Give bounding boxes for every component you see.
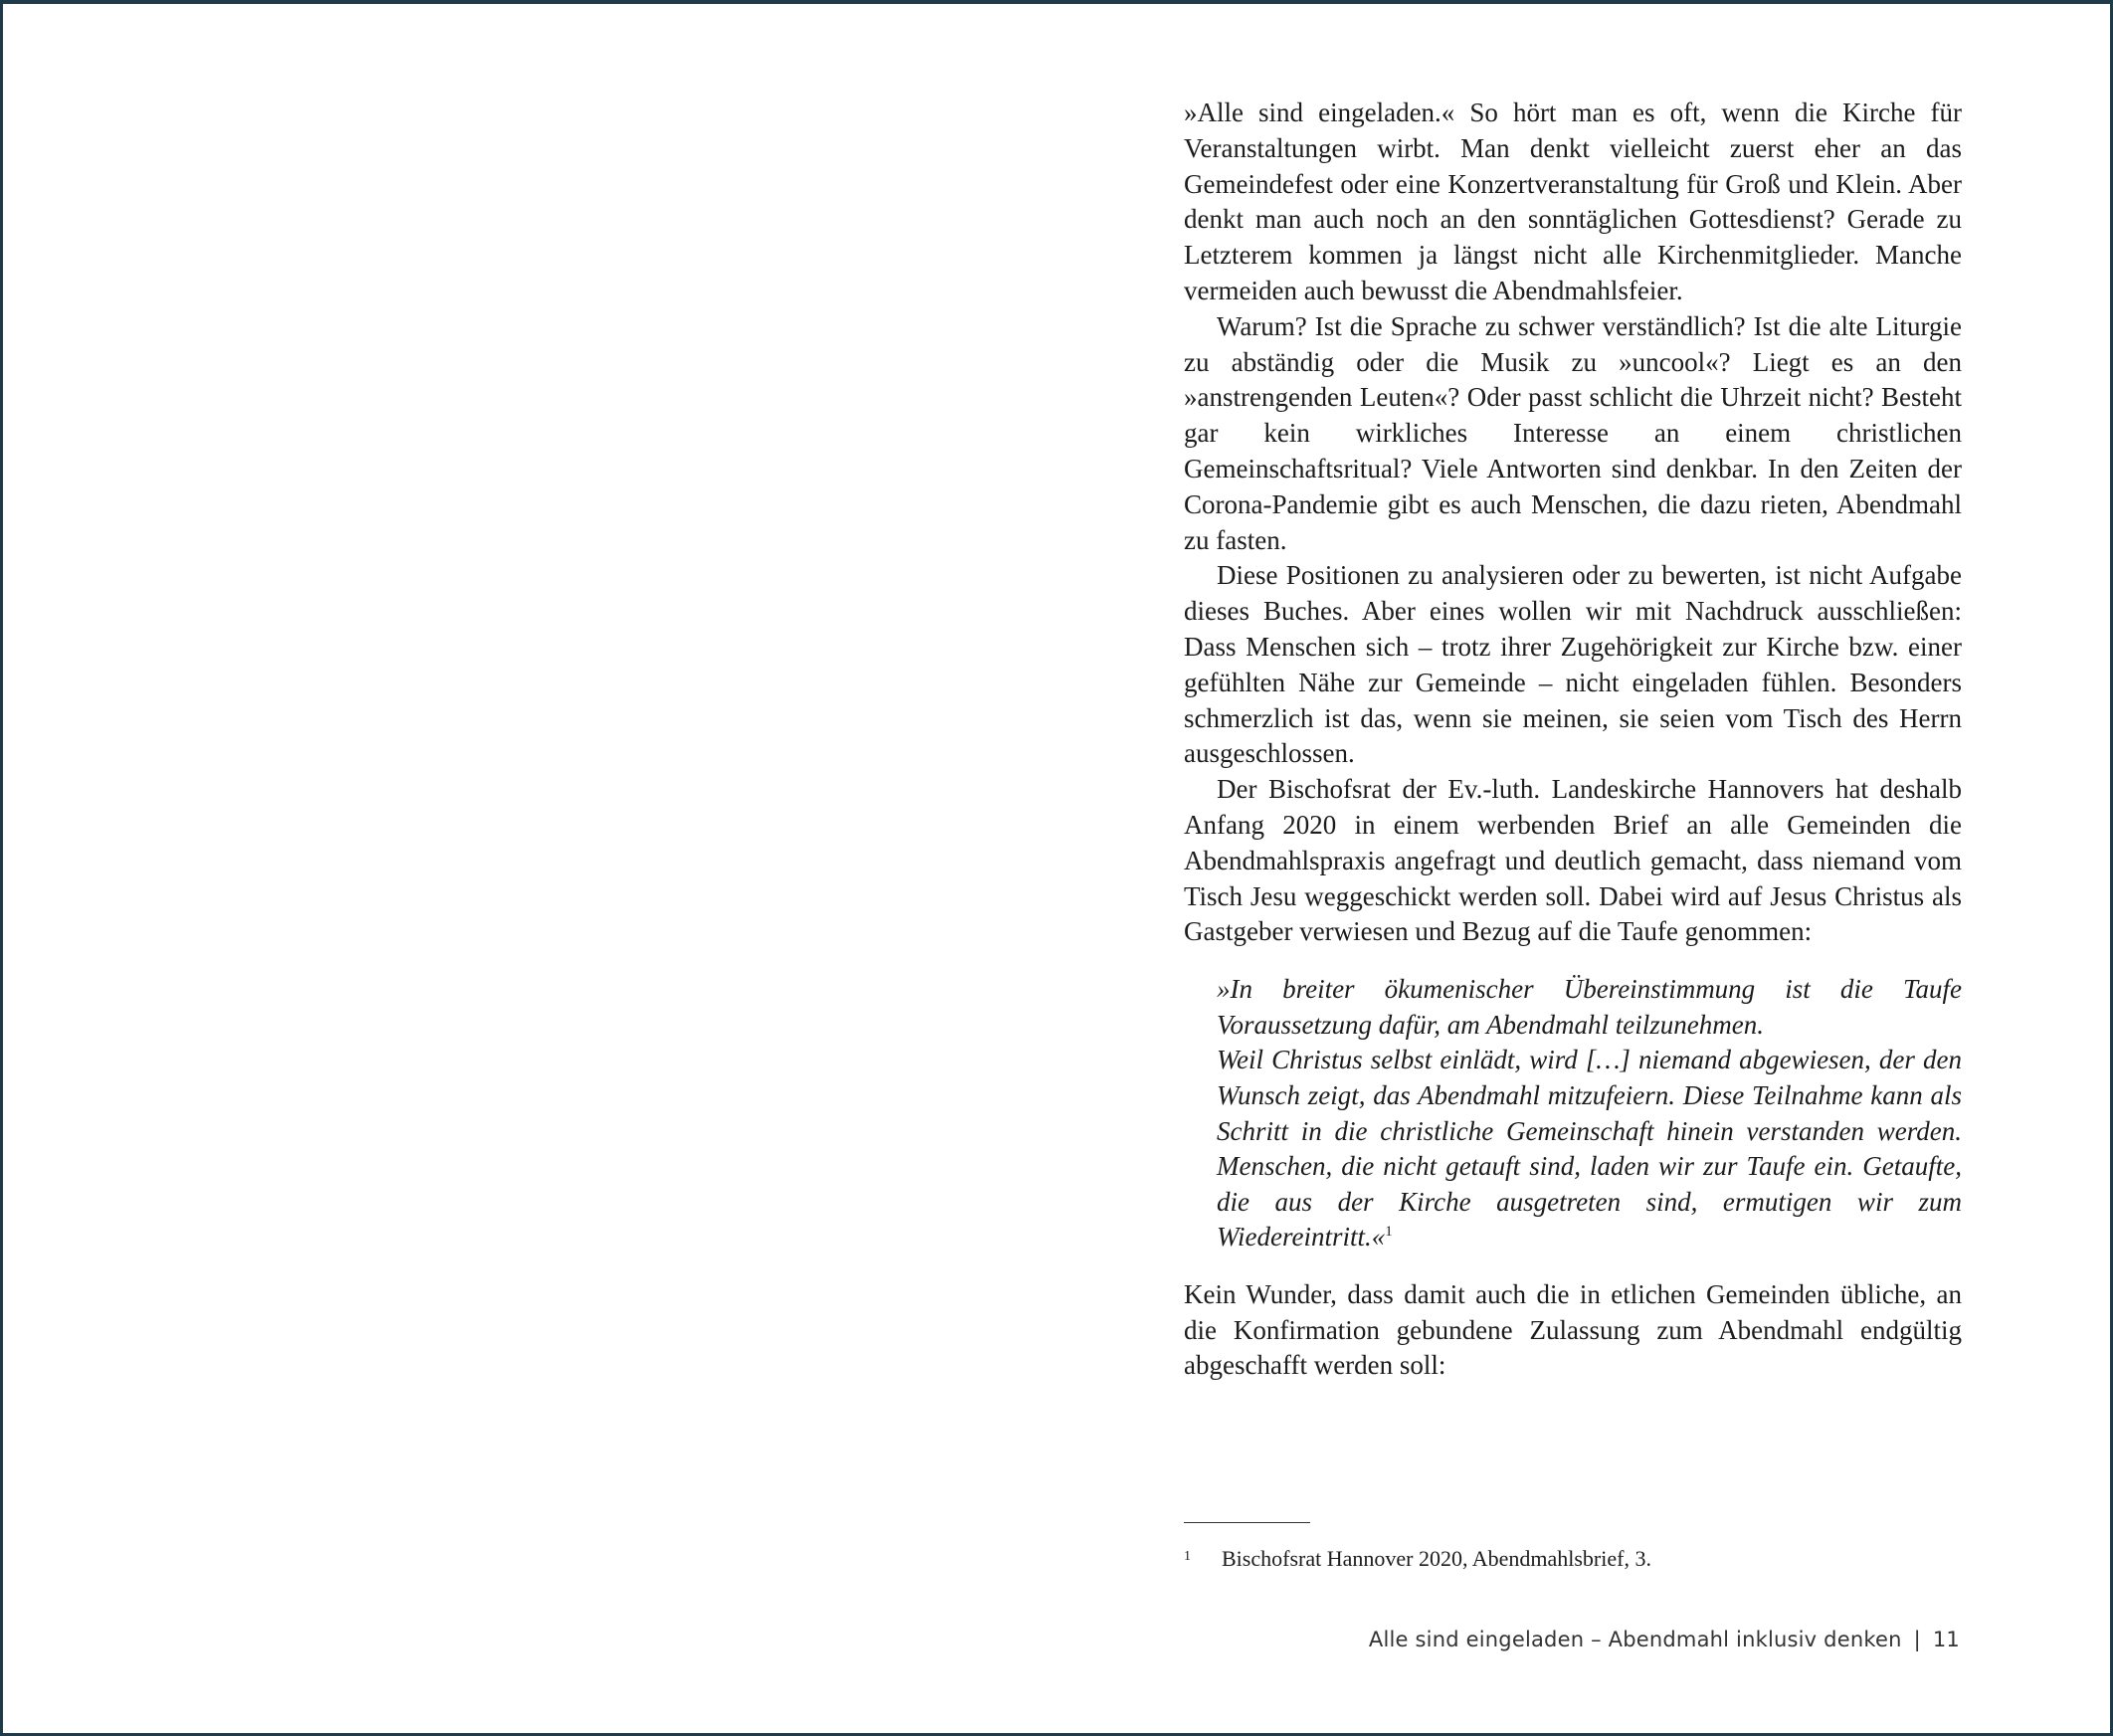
footnote-reference[interactable]: 1 (1385, 1224, 1393, 1241)
footnote-text: Bischofsrat Hannover 2020, Abendmahlsbrief, 3. (1222, 1546, 1651, 1571)
text-column (1184, 96, 1962, 1384)
footnote (1184, 1542, 1962, 1574)
paragraph-4: Der Bischofsrat der Ev.-luth. Landeskirche Hannovers hat deshalb Anfang 2020 in einem werbenden Brief an alle Gemeinden die Abendmahlspraxis angefragt und deutlich gemacht, dass niemand vom Tisch Jesu weggeschickt werden soll. Dabei wird auf Jesus Christus als Gastgeber verwiesen und Bezug auf die Taufe genommen: (1184, 774, 1962, 947)
quote-line-2 (1217, 1043, 1962, 1255)
paragraph-1: »Alle sind eingeladen.« So hört man es oft, wenn die Kirche für Veranstaltungen wirbt. Man denkt vielleicht zuerst eher an das Gemeindefest oder eine Konzertveranstaltung für Groß und Klein. Aber denkt man auch noch an den sonntäglichen Gottesdienst? Gerade zu Letzterem kommen ja längst nicht alle Kirchenmitglieder. Manche vermeiden auch bewusst die Abendmahlsfeier. (1184, 97, 1962, 305)
page-number: 11 (1932, 1628, 1960, 1651)
footer-separator: | (1913, 1628, 1921, 1651)
paragraph-5: Kein Wunder, dass damit auch die in etlichen Gemeinden übliche, an die Konfirmation gebundene Zulassung zum Abendmahl endgültig abgeschafft werden soll: (1184, 1278, 1962, 1381)
footnote-number: 1 (1184, 1549, 1191, 1564)
block-quote (1217, 972, 1962, 1255)
running-footer (1369, 1628, 1960, 1651)
paragraph-3: Diese Positionen zu analysieren oder zu bewerten, ist nicht Aufgabe dieses Buches. Aber eines wollen wir mit Nachdruck ausschließen: Dass Menschen sich – trotz ihrer Zugehörigkeit zur Kirche bzw. einer gefühlten Nähe zur Gemeinde – nicht eingeladen fühlen. Besonders schmerzlich ist das, wenn sie meinen, sie seien vom Tisch des Herrn ausgeschlossen. (1184, 560, 1962, 769)
footnote-divider (1184, 1522, 1310, 1523)
running-title: Alle sind eingeladen – Abendmahl inklusiv denken (1368, 1628, 1902, 1651)
quote-line-2-text: Weil Christus selbst einlädt, wird […] niemand abgewiesen, der den Wunsch zeigt, das Abendmahl mitzufeiern. Diese Teilnahme kann als Schritt in die christliche Gemeinschaft hinein verstanden werden. Menschen, die nicht getauft sind, laden wir zur Taufe ein. Getaufte, die aus der Kirche ausgetreten sind, ermutigen wir zum Wiedereintritt.« (1217, 1045, 1962, 1253)
paragraph-2: Warum? Ist die Sprache zu schwer verständlich? Ist die alte Liturgie zu abständig oder die Musik zu »uncool«? Liegt es an den »anstrengenden Leuten«? Oder passt schlicht die Uhrzeit nicht? Besteht gar kein wirkliches Interesse an einem christlichen Gemeinschaftsritual? Viele Antworten sind denkbar. In den Zeiten der Corona-Pandemie gibt es auch Menschen, die dazu rieten, Abendmahl zu fasten. (1184, 310, 1962, 555)
quote-line-1: »In breiter ökumenischer Übereinstimmung ist die Taufe Voraussetzung dafür, am Abendmahl teilzunehmen. (1217, 974, 1962, 1040)
